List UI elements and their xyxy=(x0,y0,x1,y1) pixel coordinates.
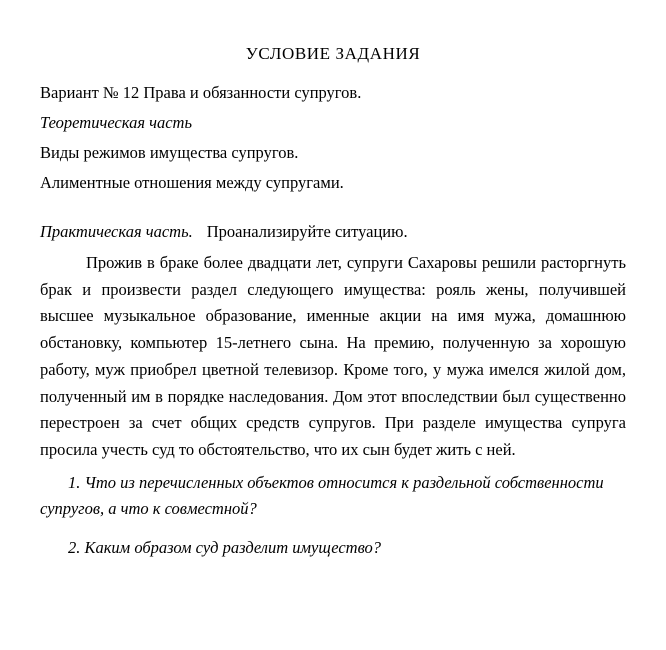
question-1: 1. Что из перечисленных объектов относится к раздельной собственности супругов, а что к совместной? xyxy=(40,472,604,519)
case-paragraph: Прожив в браке более двадцати лет, супруги Сахаровы решили расторгнуть брак и произвести раздел следующего имущества: рояль жены, получившей высшее музыкальное образование, именные акции на имя мужа, домашнюю обстановку, компьютер 15-летнего сына. На премию, полученную за хорошую работу, муж приобрел цветной телевизор. Кроме того, у мужа имелся жилой дом, полученный им в порядке наследования. Дом этот впоследствии был существенно перестроен за счет общих средств супругов. При разделе имущества супруга просила учесть суд то обстоятельство, что их сын будет жить с ней. xyxy=(40,252,626,460)
practical-heading-line xyxy=(40,219,626,246)
section-spacer xyxy=(40,199,626,219)
practical-instruction: Проанализируйте ситуацию. xyxy=(206,222,408,242)
question-2: 2. Каким образом суд разделит имущество? xyxy=(68,538,382,558)
page-title: УСЛОВИЕ ЗАДАНИЯ xyxy=(245,44,421,63)
variant-line: Вариант № 12 Права и обязанности супругов. xyxy=(40,83,362,103)
theory-item-1: Виды режимов имущества супругов. xyxy=(40,142,299,162)
practical-heading: Практическая часть. xyxy=(40,222,193,242)
theory-item-2: Алиментные отношения между супругами. xyxy=(40,172,344,192)
theory-heading: Теоретическая часть xyxy=(40,113,192,133)
